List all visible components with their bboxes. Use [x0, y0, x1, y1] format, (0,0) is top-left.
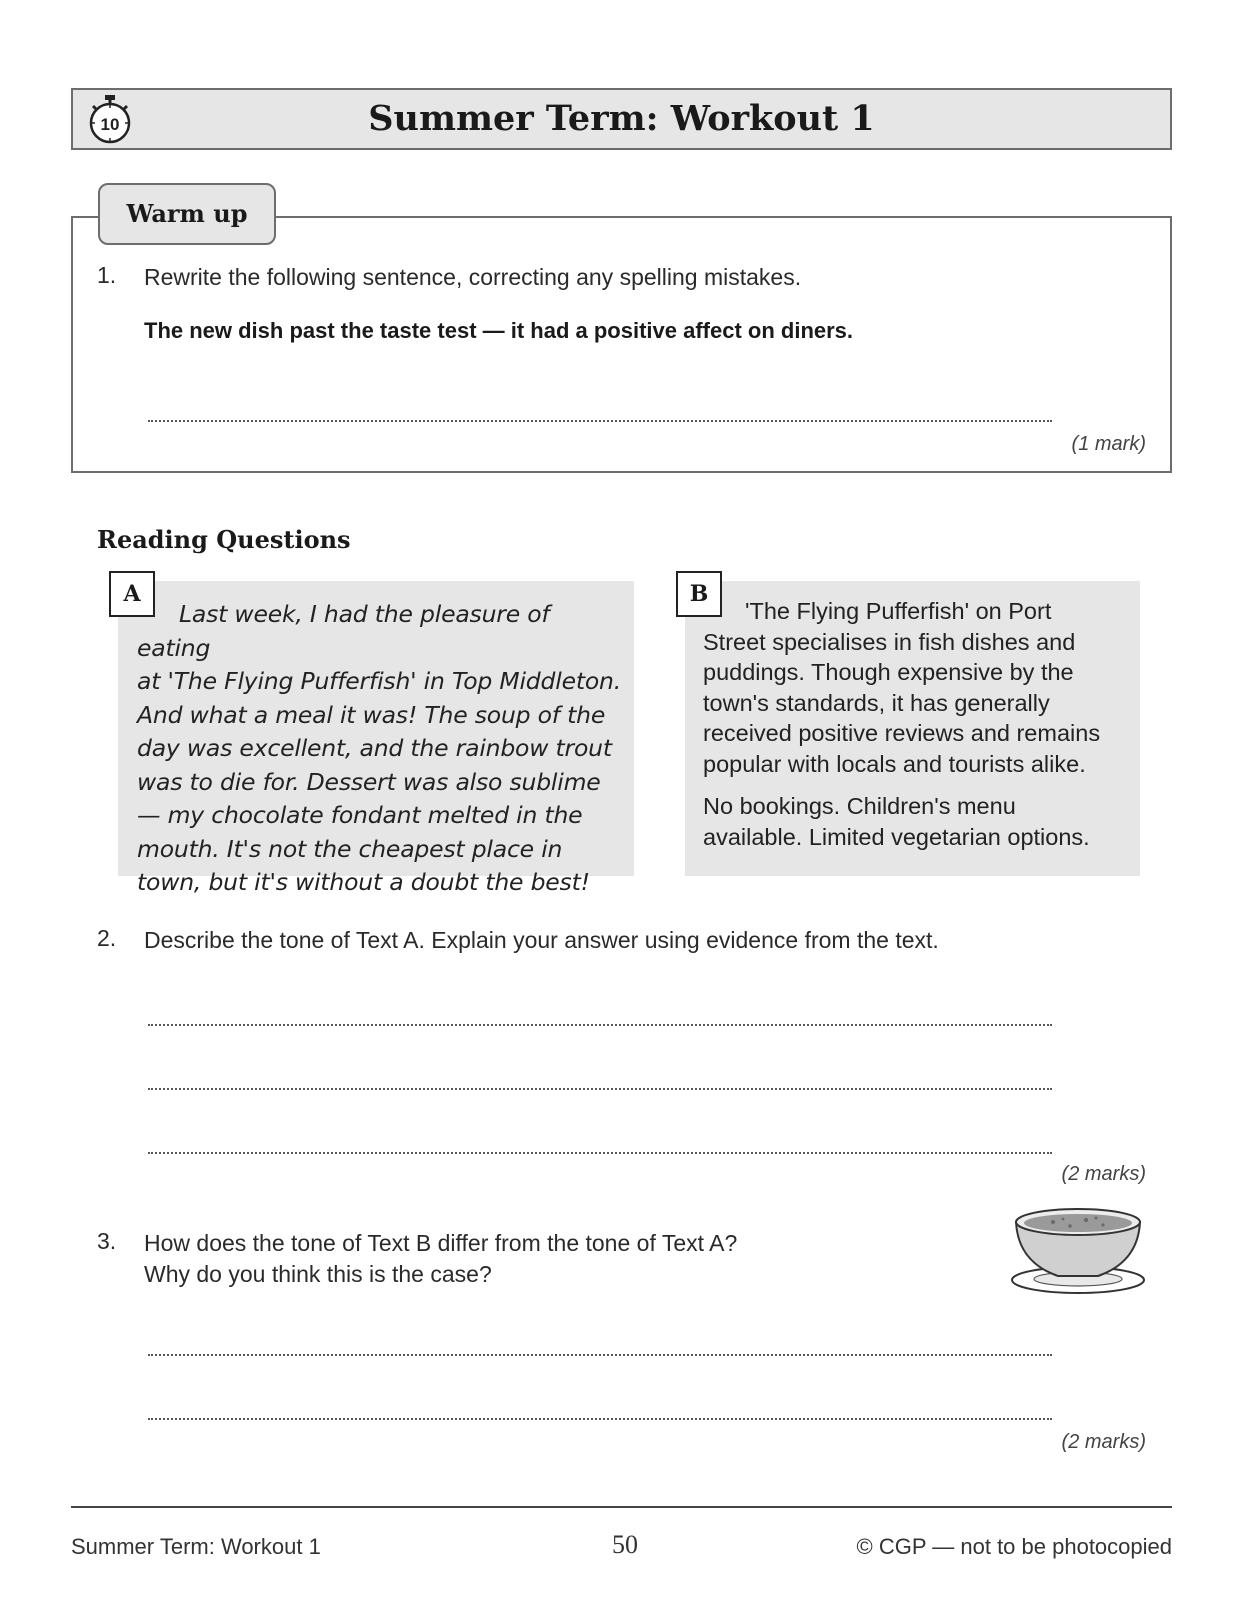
- text-a-line: — my chocolate fondant melted in the: [137, 801, 583, 829]
- warm-up-tab: Warm up: [98, 183, 276, 245]
- footer-divider: [71, 1506, 1172, 1508]
- title-banner: [71, 88, 1172, 150]
- question-3-prompt-line: Why do you think this is the case?: [144, 1261, 492, 1287]
- text-b-line: popular with locals and tourists alike.: [703, 750, 1086, 777]
- question-1-marks: (1 mark): [1071, 433, 1146, 455]
- text-a-line: Last week, I had the pleasure of eating: [137, 600, 550, 662]
- timer-minutes: 10: [100, 115, 120, 134]
- text-a-body: [137, 598, 627, 900]
- text-a-line: town, but it's without a doubt the best!: [137, 868, 590, 896]
- text-a-line: mouth. It's not the cheapest place in: [137, 834, 563, 863]
- copyright-notice: © CGP — not to be photocopied: [856, 1534, 1172, 1559]
- answer-line-q2[interactable]: [148, 1152, 1052, 1154]
- question-2-prompt: Describe the tone of Text A. Explain your answer using evidence from the text.: [144, 927, 939, 953]
- text-b-body: [703, 596, 1133, 852]
- reading-questions-heading: Reading Questions: [97, 525, 351, 554]
- question-1-prompt: Rewrite the following sentence, correcting any spelling mistakes.: [144, 264, 802, 290]
- text-a-line: day was excellent, and the rainbow trout: [137, 734, 612, 762]
- question-3-prompt: [144, 1228, 737, 1290]
- text-a-line: was to die for. Dessert was also sublime: [137, 767, 601, 796]
- question-2-marks: (2 marks): [1061, 1163, 1146, 1185]
- text-a-label: A: [109, 571, 155, 617]
- text-a-line: at 'The Flying Pufferfish' in Top Middleton.: [137, 667, 621, 695]
- page-title: Summer Term: Workout 1: [368, 98, 875, 139]
- page-number: 50: [612, 1530, 638, 1559]
- soup-bowl-icon: [1008, 1200, 1148, 1296]
- text-b-line: No bookings. Children's menu: [703, 793, 1016, 819]
- text-b-line: town's standards, it has generally: [703, 689, 1050, 716]
- question-3-number: 3.: [97, 1228, 117, 1254]
- question-3-prompt-line: How does the tone of Text B differ from the tone of Text A?: [144, 1230, 738, 1256]
- answer-line-q2[interactable]: [148, 1024, 1052, 1026]
- answer-line-q1[interactable]: [148, 420, 1052, 422]
- footer-workout-title: Summer Term: Workout 1: [71, 1534, 321, 1559]
- question-3-marks: (2 marks): [1061, 1431, 1146, 1453]
- text-a-line: And what a meal it was! The soup of the: [137, 700, 606, 729]
- text-b-line: available. Limited vegetarian options.: [703, 823, 1090, 850]
- answer-line-q3[interactable]: [148, 1354, 1052, 1356]
- text-b-line: puddings. Though expensive by the: [703, 659, 1074, 685]
- text-b-label: B: [676, 571, 722, 617]
- question-2-number: 2.: [97, 925, 117, 951]
- question-1-number: 1.: [97, 262, 117, 288]
- text-b-line: received positive reviews and remains: [703, 720, 1101, 746]
- text-b-line: Street specialises in fish dishes and: [703, 628, 1076, 655]
- answer-line-q3[interactable]: [148, 1418, 1052, 1420]
- text-b-line: 'The Flying Pufferfish' on Port: [745, 598, 1052, 624]
- answer-line-q2[interactable]: [148, 1088, 1052, 1090]
- question-1-sentence: The new dish past the taste test — it had a positive affect on diners.: [144, 318, 854, 343]
